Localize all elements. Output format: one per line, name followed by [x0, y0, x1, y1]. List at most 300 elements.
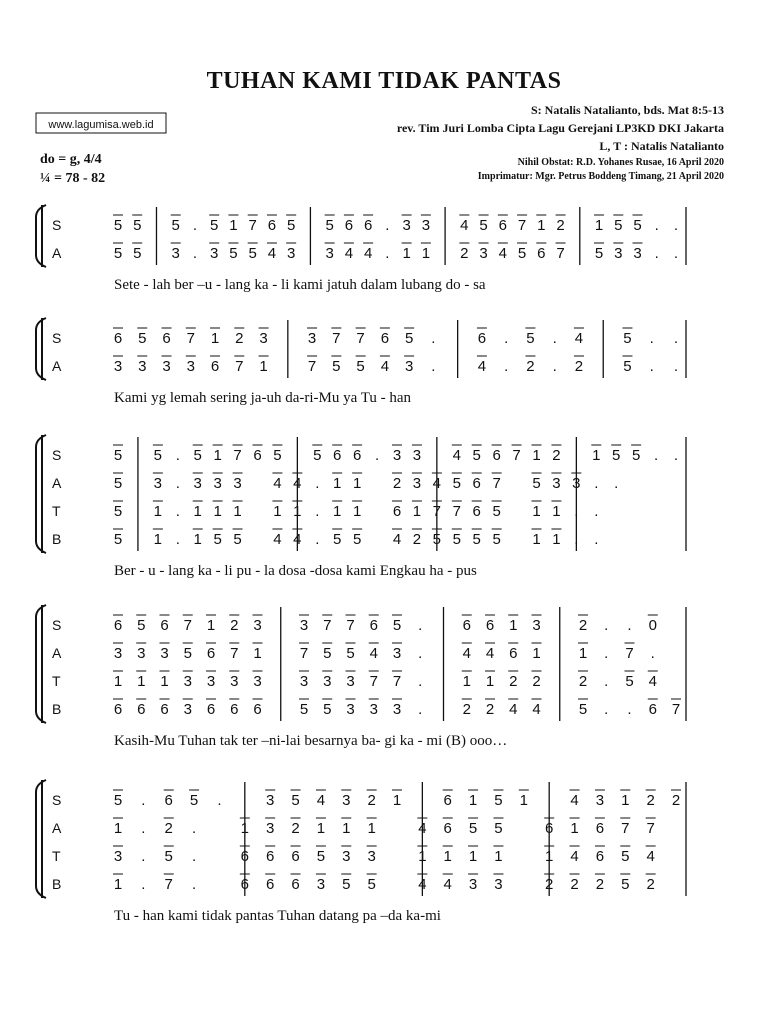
- rest-dot: .: [552, 358, 557, 375]
- website-link[interactable]: www.lagumisa.web.id: [48, 119, 154, 131]
- note: 3: [162, 358, 171, 375]
- note: 1: [418, 848, 427, 865]
- rest-dot: .: [552, 330, 557, 347]
- note: 2: [526, 358, 535, 375]
- note: 5: [472, 447, 481, 464]
- note: 6: [253, 701, 262, 718]
- note: 1: [113, 876, 123, 893]
- system: [36, 205, 686, 293]
- note: 6: [369, 617, 378, 634]
- note: 5: [526, 330, 535, 347]
- note: 5: [614, 217, 623, 234]
- note: 7: [332, 330, 341, 347]
- rest-dot: .: [673, 447, 679, 464]
- note: 1: [578, 645, 588, 662]
- note: 1: [342, 820, 351, 837]
- note: 4: [418, 820, 427, 837]
- note: 5: [273, 447, 282, 464]
- note: 3: [183, 673, 192, 690]
- rest-dot: .: [192, 848, 197, 865]
- note: 7: [671, 701, 681, 718]
- rest-dot: .: [141, 876, 146, 893]
- note: 5: [342, 876, 351, 893]
- note: 5: [356, 358, 365, 375]
- note: 3: [137, 645, 146, 662]
- note: 5: [472, 531, 481, 548]
- note: 6: [477, 330, 487, 347]
- note: 5: [494, 792, 503, 809]
- note: 3: [153, 475, 163, 492]
- note: 2: [291, 820, 300, 837]
- voice-label: S: [52, 792, 62, 808]
- note: 1: [462, 673, 471, 690]
- note: 5: [291, 792, 300, 809]
- note: 1: [193, 531, 202, 548]
- note: 7: [233, 447, 242, 464]
- note: 6: [266, 848, 275, 865]
- note: 6: [509, 645, 518, 662]
- lyric-line: Sete - lah ber –u - lang ka - li kami jatuh dalam lubang do - sa: [114, 277, 486, 293]
- note: 1: [537, 217, 546, 234]
- rest-dot: .: [673, 245, 679, 262]
- note: 4: [509, 701, 518, 718]
- note: 2: [412, 531, 422, 548]
- note: 4: [432, 475, 442, 492]
- rest-dot: .: [431, 330, 436, 347]
- note: 5: [229, 245, 238, 262]
- note: 4: [380, 358, 390, 375]
- note: 6: [545, 820, 554, 837]
- note: 5: [352, 531, 362, 548]
- note: 6: [485, 617, 495, 634]
- note: 5: [479, 217, 488, 234]
- note: 2: [230, 617, 239, 634]
- note: 5: [113, 217, 123, 234]
- note: 2: [235, 330, 244, 347]
- note: 2: [460, 245, 469, 262]
- note: 1: [443, 848, 452, 865]
- note: 4: [452, 447, 461, 464]
- note: 1: [113, 673, 123, 690]
- rest-dot: .: [627, 701, 632, 718]
- note: 1: [392, 792, 402, 809]
- note: 6: [333, 447, 342, 464]
- note: 3: [186, 358, 195, 375]
- note: 5: [213, 531, 222, 548]
- note: 6: [253, 447, 262, 464]
- note: 5: [633, 217, 642, 234]
- note: 5: [113, 447, 123, 464]
- note: 1: [333, 475, 342, 492]
- note: 5: [325, 217, 334, 234]
- note: 3: [595, 792, 605, 809]
- note: 3: [367, 848, 376, 865]
- voice-label: T: [52, 673, 61, 689]
- note: 4: [485, 645, 495, 662]
- rest-dot: .: [614, 475, 619, 492]
- note: 6: [160, 617, 169, 634]
- note: 2: [646, 876, 655, 893]
- note: 3: [113, 358, 123, 375]
- note: 7: [392, 673, 402, 690]
- rest-dot: .: [604, 701, 609, 718]
- note: 2: [164, 820, 173, 837]
- note: 5: [323, 701, 332, 718]
- note: 1: [485, 673, 495, 690]
- rest-dot: .: [504, 330, 509, 347]
- note: 7: [356, 330, 365, 347]
- note: 4: [267, 245, 277, 262]
- note: 1: [113, 820, 123, 837]
- rest-dot: .: [385, 245, 390, 262]
- note: 5: [299, 701, 309, 718]
- note: 3: [230, 673, 239, 690]
- note: 3: [342, 848, 351, 865]
- note: 5: [517, 245, 527, 262]
- note: 6: [210, 358, 220, 375]
- system: [36, 435, 686, 579]
- note: 3: [342, 792, 351, 809]
- note: 6: [492, 447, 501, 464]
- note: 6: [363, 217, 373, 234]
- lyric-line: Kasih-Mu Tuhan tak ter –ni-lai besarnya ba- gi ka - mi (B) ooo…: [114, 733, 508, 749]
- note: 5: [333, 531, 342, 548]
- credit-line: L, T : Natalis Natalianto: [599, 139, 724, 153]
- note: 6: [206, 701, 216, 718]
- note: 1: [229, 217, 238, 234]
- voice-label: T: [52, 503, 61, 519]
- note: 3: [113, 848, 123, 865]
- note: 2: [552, 447, 561, 464]
- note: 4: [344, 245, 354, 262]
- note: 6: [240, 848, 249, 865]
- rest-dot: .: [192, 245, 198, 262]
- note: 3: [323, 673, 332, 690]
- tempo-marking: ¼ = 78 - 82: [40, 171, 106, 186]
- rest-dot: .: [175, 531, 180, 548]
- note: 3: [392, 645, 402, 662]
- note: 2: [570, 876, 579, 893]
- note: 2: [392, 475, 402, 492]
- note: 4: [418, 876, 427, 893]
- note: 1: [532, 447, 541, 464]
- note: 1: [519, 792, 528, 809]
- rest-dot: .: [385, 217, 390, 234]
- systems-group: [36, 205, 686, 924]
- note: 3: [494, 876, 503, 893]
- note: 4: [532, 701, 541, 718]
- note: 3: [299, 673, 309, 690]
- note: 3: [392, 447, 402, 464]
- rest-dot: .: [604, 645, 609, 662]
- note: 5: [625, 673, 634, 690]
- note: 5: [494, 820, 503, 837]
- rest-dot: .: [315, 531, 320, 548]
- note: 6: [240, 876, 249, 893]
- note: 5: [183, 645, 192, 662]
- note: 7: [248, 217, 257, 234]
- note: 6: [291, 876, 300, 893]
- note: 1: [352, 503, 362, 520]
- note: 1: [160, 673, 169, 690]
- note: 3: [183, 701, 192, 718]
- lyric-line: Kami yg lemah sering ja-uh da-ri-Mu ya Tu - han: [114, 390, 412, 406]
- rest-dot: .: [175, 447, 180, 464]
- note: 4: [293, 475, 302, 492]
- note: 6: [162, 330, 171, 347]
- note: 3: [266, 792, 275, 809]
- rest-dot: .: [141, 820, 146, 837]
- note: 5: [248, 245, 257, 262]
- note: 3: [287, 245, 296, 262]
- note: 4: [369, 645, 378, 662]
- system: [36, 318, 686, 406]
- note: 2: [578, 617, 588, 634]
- note: 1: [402, 245, 411, 262]
- note: 5: [594, 245, 604, 262]
- note: 1: [259, 358, 268, 375]
- note: 7: [517, 217, 527, 234]
- note: 6: [472, 475, 481, 492]
- note: 3: [316, 876, 326, 893]
- note: 3: [404, 358, 414, 375]
- note: 5: [392, 617, 402, 634]
- voice-label: S: [52, 447, 62, 463]
- note: 6: [648, 701, 657, 718]
- note: 1: [367, 820, 376, 837]
- note: 7: [186, 330, 195, 347]
- note: 5: [323, 645, 332, 662]
- note: 5: [287, 217, 296, 234]
- note: 5: [189, 792, 199, 809]
- note: 3: [193, 475, 202, 492]
- note: 5: [621, 848, 630, 865]
- rest-dot: .: [627, 617, 632, 634]
- note: 5: [193, 447, 202, 464]
- note: 6: [266, 876, 275, 893]
- note: 1: [213, 503, 222, 520]
- voice-label: S: [52, 217, 62, 233]
- note: 5: [113, 245, 123, 262]
- note: 3: [346, 673, 355, 690]
- note: 1: [193, 503, 202, 520]
- rest-dot: .: [654, 217, 659, 234]
- note: 2: [462, 701, 471, 718]
- note: 1: [592, 447, 601, 464]
- note: 1: [532, 645, 541, 662]
- note: 5: [133, 245, 142, 262]
- note: 3: [160, 645, 169, 662]
- note: 6: [113, 330, 123, 347]
- rest-dot: .: [650, 645, 655, 662]
- note: 5: [432, 531, 442, 548]
- note: 5: [623, 358, 632, 375]
- rest-dot: .: [418, 645, 423, 662]
- note: 2: [367, 792, 376, 809]
- rest-dot: .: [504, 358, 509, 375]
- note: 2: [556, 217, 565, 234]
- note: 1: [570, 820, 579, 837]
- note: 1: [352, 475, 362, 492]
- note: 1: [552, 503, 561, 520]
- note: 1: [253, 645, 262, 662]
- voice-label: B: [52, 531, 62, 547]
- credit-line: S: Natalis Natalianto, bds. Mat 8:5-13: [530, 103, 724, 117]
- note: 3: [468, 876, 478, 893]
- note: 5: [171, 217, 180, 234]
- note: 4: [648, 673, 657, 690]
- note: 2: [485, 701, 495, 718]
- note: 5: [133, 217, 142, 234]
- note: 4: [316, 792, 326, 809]
- note: 1: [552, 531, 561, 548]
- note: 5: [153, 447, 163, 464]
- note: 0: [648, 617, 657, 634]
- note: 6: [160, 701, 169, 718]
- rest-dot: .: [192, 217, 198, 234]
- note: 6: [352, 447, 362, 464]
- note: 6: [267, 217, 277, 234]
- note: 3: [346, 701, 355, 718]
- rest-dot: .: [653, 447, 659, 464]
- note: 6: [595, 820, 605, 837]
- rest-dot: .: [374, 447, 380, 464]
- note: 3: [412, 447, 422, 464]
- note: 5: [233, 531, 242, 548]
- rest-dot: .: [141, 792, 146, 809]
- note: 3: [402, 217, 411, 234]
- note: 3: [552, 475, 561, 492]
- note: 3: [392, 701, 402, 718]
- note: 5: [113, 503, 123, 520]
- voice-label: S: [52, 330, 62, 346]
- note: 1: [213, 447, 222, 464]
- note: 5: [492, 531, 501, 548]
- note: 2: [532, 673, 541, 690]
- note: 6: [230, 701, 239, 718]
- note: 4: [363, 245, 373, 262]
- note: 4: [273, 531, 282, 548]
- note: 3: [572, 475, 581, 492]
- note: 4: [498, 245, 507, 262]
- voice-label: A: [52, 645, 62, 661]
- note: 5: [578, 701, 588, 718]
- note: 6: [113, 701, 123, 718]
- note: 3: [213, 475, 222, 492]
- rest-dot: .: [418, 617, 423, 634]
- note: 1: [421, 245, 431, 262]
- note: 3: [479, 245, 488, 262]
- note: 5: [621, 876, 630, 893]
- note: 6: [472, 503, 481, 520]
- note: 7: [323, 617, 332, 634]
- note: 7: [492, 475, 501, 492]
- note: 3: [421, 217, 431, 234]
- note: 4: [443, 876, 452, 893]
- note: 5: [623, 330, 632, 347]
- rest-dot: .: [604, 617, 609, 634]
- note: 7: [230, 645, 239, 662]
- key-signature: do = g, 4/4: [40, 152, 102, 167]
- lyric-line: Tu - han kami tidak pantas Tuhan datang pa –da ka-mi: [114, 908, 441, 924]
- note: 7: [307, 358, 317, 375]
- note: 6: [206, 645, 216, 662]
- rest-dot: .: [604, 673, 609, 690]
- note: 3: [259, 330, 268, 347]
- note: 6: [537, 245, 546, 262]
- note: 3: [171, 245, 180, 262]
- credit-line: Nihil Obstat: R.D. Yohanes Rusae, 16 April 2020: [517, 157, 724, 168]
- note: 1: [412, 503, 422, 520]
- rest-dot: .: [175, 503, 180, 520]
- note: 1: [594, 217, 604, 234]
- voice-label: T: [52, 848, 61, 864]
- note: 5: [367, 876, 376, 893]
- note: 1: [316, 820, 326, 837]
- rest-dot: .: [594, 503, 599, 520]
- rest-dot: .: [175, 475, 180, 492]
- note: 5: [532, 475, 541, 492]
- voice-label: A: [52, 475, 62, 491]
- note: 1: [233, 503, 242, 520]
- note: 7: [625, 645, 634, 662]
- rest-dot: .: [418, 673, 423, 690]
- note: 2: [671, 792, 681, 809]
- note: 3: [532, 617, 541, 634]
- note: 7: [235, 358, 244, 375]
- lyric-line: Ber - u - lang ka - li pu - la dosa -dosa kami Engkau ha - pus: [114, 563, 477, 579]
- rest-dot: .: [649, 330, 654, 347]
- voice-label: B: [52, 701, 62, 717]
- note: 3: [369, 701, 378, 718]
- note: 5: [346, 645, 355, 662]
- note: 3: [113, 645, 123, 662]
- note: 6: [462, 617, 471, 634]
- note: 4: [570, 848, 579, 865]
- note: 6: [164, 792, 173, 809]
- note: 4: [477, 358, 487, 375]
- rest-dot: .: [673, 358, 679, 375]
- note: 5: [138, 330, 147, 347]
- note: 5: [452, 475, 461, 492]
- note: 6: [380, 330, 390, 347]
- voice-label: A: [52, 358, 62, 374]
- note: 1: [545, 848, 554, 865]
- note: 6: [291, 848, 300, 865]
- rest-dot: .: [673, 217, 679, 234]
- credit-line: Imprimatur: Mgr. Petrus Boddeng Timang, 21 April 2020: [477, 171, 724, 182]
- note: 6: [595, 848, 605, 865]
- note: 5: [210, 217, 219, 234]
- note: 1: [240, 820, 249, 837]
- note: 1: [509, 617, 518, 634]
- voice-label: A: [52, 245, 62, 261]
- note: 6: [344, 217, 354, 234]
- rest-dot: .: [141, 848, 146, 865]
- voice-label: S: [52, 617, 62, 633]
- note: 5: [404, 330, 414, 347]
- note: 1: [333, 503, 342, 520]
- note: 7: [164, 876, 173, 893]
- note: 1: [210, 330, 220, 347]
- note: 6: [137, 701, 146, 718]
- rest-dot: .: [574, 531, 579, 548]
- note: 5: [137, 617, 146, 634]
- note: 4: [392, 531, 402, 548]
- note: 5: [452, 531, 461, 548]
- note: 3: [307, 330, 317, 347]
- note: 1: [273, 503, 282, 520]
